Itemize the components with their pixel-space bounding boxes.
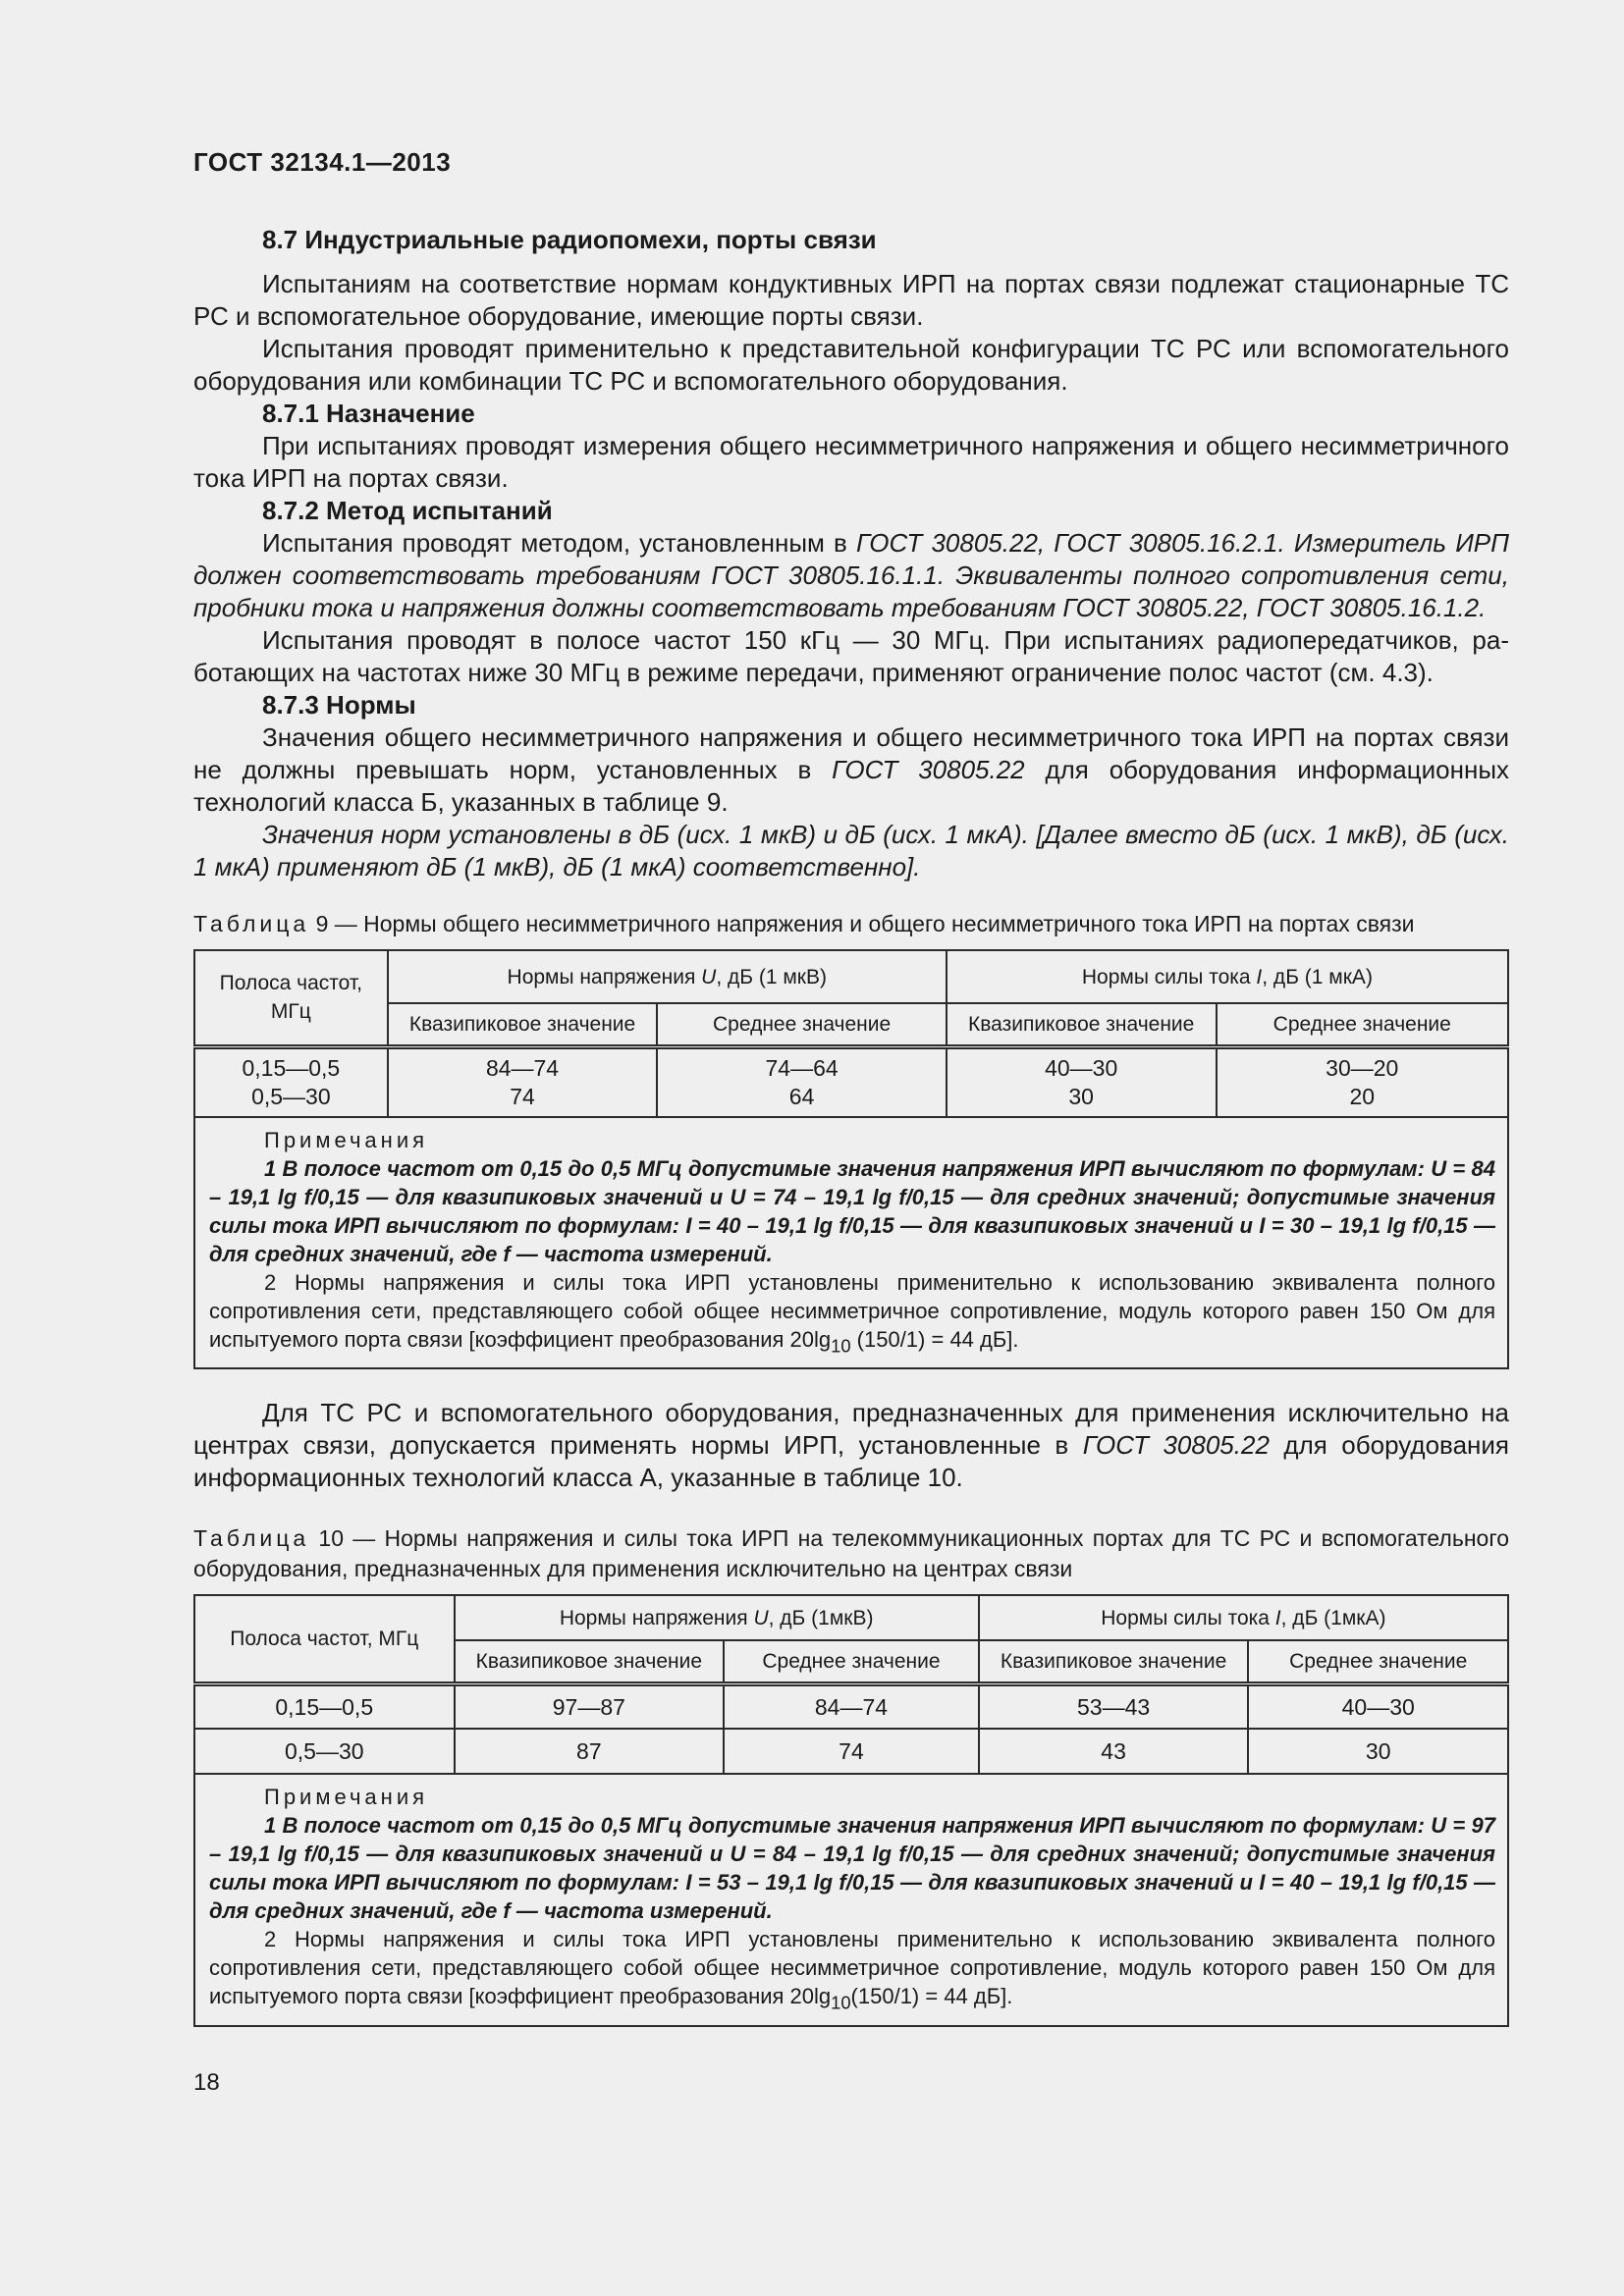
note-2 (209, 1268, 1495, 1360)
section-heading: 8.7 Индустриальные радиопомехи, порты связи (262, 225, 877, 254)
caption-text: 10 — Нормы напряжения и силы тока ИРП на телекоммуникационных портах для ТС РС и вспомогательного оборудования, предназначенных для применения исключительно на центрах связи (193, 1525, 1509, 1582)
note-text: 2 Нормы напряжения и силы тока ИРП установлены применительно к использованию эквивалента полного сопротивления сети, представляющего собой общее несимметричное сопротивление, модуль которого равен 150 Ом для испытуемого порта связи [коэффициент преобразования 20lg (209, 1270, 1495, 1352)
subscript: 10 (831, 1335, 851, 1357)
header-text: , дБ (1 мкВ) (716, 965, 827, 988)
paragraph-italic: Значения норм установлены в дБ (исх. 1 мкВ) и дБ (исх. 1 мкА). [Далее вместо дБ (исх. 1 мкВ), дБ (исх. 1 мкА) применяют дБ (1 мкВ), дБ (1 мкА) соответственно]. (193, 820, 1509, 881)
table-cell-current-average: 30 (1248, 1729, 1508, 1774)
table-cell-band: 0,15—0,5 0,5—30 (194, 1046, 388, 1117)
paragraph: При испытаниях проводят измерения общего несимметричного напряжения и общего несимметричного тока ИРП на портах связи. (193, 431, 1509, 493)
standard-reference: ГОСТ 30805.22 (832, 755, 1025, 784)
table10-notes (194, 1774, 1508, 2025)
caption-word: Таблица (193, 911, 310, 936)
subheader-current-quasipeak: Квазипиковое значение (979, 1640, 1249, 1683)
note-1: 1 В полосе частот от 0,15 до 0,5 МГц допустимые значения напряжения ИРП вычисляют по формулам: U = 84 – 19,1 lg f/0,15 — для квазипиковых значений и U = 74 – 19,1 lg f/0,15 — для средних значений; допустимые значения силы тока ИРП вычисляют по формулам: I = 40 – 19,1 lg f/0,15 — для квазипиковых значений и I = 30 – 19,1 lg f/0,15 — для средних значений, где f — частота измерений. (209, 1156, 1495, 1266)
header-text: Нормы силы тока (1081, 965, 1257, 988)
table-cell-current-quasipeak: 40—30 30 (947, 1046, 1217, 1117)
subheader-current-average: Среднее значение (1217, 1003, 1509, 1046)
notes-title: Примечания (264, 1785, 429, 1810)
header-text: , дБ (1 мкА) (1262, 965, 1373, 988)
note-text: (150/1) = 44 дБ]. (850, 1327, 1019, 1352)
header-text: , дБ (1мкА) (1280, 1606, 1386, 1629)
paragraph: Испытаниям на соответствие нормам кондуктивных ИРП на портах связи подлежат стационарные ТС РС и вспомогательное оборудование, имеющие порты связи. (193, 269, 1509, 331)
symbol-i: I (1274, 1606, 1281, 1629)
text-run: для оборудования информационных технологий класса Б, указанных в таблице 9. (193, 755, 1510, 817)
table-cell-current-quasipeak: 53—43 (979, 1683, 1249, 1729)
text-run: Значения общего несимметричного напряжения и общего несимметричного тока ИРП на портах связи не должны превышать норм, установленных в (193, 722, 1509, 784)
table-cell-voltage-quasipeak: 87 (455, 1729, 725, 1774)
header-text: Нормы силы тока (1101, 1606, 1275, 1629)
note-1: 1 В полосе частот от 0,15 до 0,5 МГц допустимые значения напряжения ИРП вычисляют по формулам: U = 97 – 19,1 lg f/0,15 — для квазипиковых значений и U = 84 – 19,1 lg f/0,15 — для средних значений; допустимые значения силы тока ИРП вычисляют по формулам: I = 53 – 19,1 lg f/0,15 — для квазипиковых значений и I = 40 – 19,1 lg f/0,15 — для средних значений, где f — частота измерений. (209, 1813, 1495, 1924)
table-cell-voltage-average: 84—74 (724, 1683, 979, 1729)
document-code-header: ГОСТ 32134.1—2013 (193, 147, 452, 177)
subscript: 10 (831, 1992, 851, 2013)
table10-caption (193, 1523, 1509, 1584)
table-cell-current-quasipeak: 43 (979, 1729, 1249, 1774)
note-2 (209, 1925, 1495, 2016)
header-text: , дБ (1мкВ) (768, 1606, 874, 1629)
subheader-current-quasipeak: Квазипиковое значение (947, 1003, 1217, 1046)
table-cell-band: 0,5—30 (194, 1729, 455, 1774)
paragraph: Испытания проводят в полосе частот 150 кГц — 30 МГц. При испытаниях радиопередатчиков, работающих на частотах ниже 30 МГц в режиме передачи, применяют ограничение полос частот (см. 4.3). (193, 625, 1509, 687)
symbol-u: U (753, 1606, 769, 1629)
column-header-voltage (455, 1595, 979, 1640)
symbol-i: I (1256, 965, 1263, 988)
page-number: 18 (193, 2069, 220, 2096)
column-header-band: Полоса частот, МГц (194, 1595, 455, 1683)
table9-caption (193, 909, 1509, 939)
header-text: Нормы напряжения (559, 1606, 754, 1629)
table-cell-voltage-average: 74—64 64 (657, 1046, 946, 1117)
subsection-heading: 8.7.3 Нормы (262, 690, 416, 720)
column-header-band: Полоса частот, МГц (194, 950, 388, 1046)
table-cell-current-average: 40—30 (1248, 1683, 1508, 1729)
subheader-voltage-average: Среднее значение (657, 1003, 946, 1046)
paragraph (193, 721, 1509, 819)
table-cell-current-average: 30—20 20 (1217, 1046, 1509, 1117)
subheader-voltage-quasipeak: Квазипиковое значение (388, 1003, 658, 1046)
paragraph: Испытания проводят применительно к представительной конфигурации ТС РС или вспомогательного оборудования или комбинации ТС РС и вспомогательного оборудования. (193, 334, 1509, 396)
standard-reference: ГОСТ 30805.22, ГОСТ 30805.16.2.1. Измеритель ИРП должен соответствовать требованиям ГОСТ 30805.16.1.1. Эквиваленты полного сопротивления сети, пробники тока и напряжения должны соответствовать требованиям ГОСТ 30805.22, ГОСТ 30805.16.1.2. (193, 528, 1509, 622)
subheader-current-average: Среднее значение (1248, 1640, 1508, 1683)
notes-title: Примечания (264, 1128, 429, 1152)
table9-notes (194, 1117, 1508, 1368)
caption-word: Таблица (193, 1525, 310, 1552)
symbol-u: U (701, 965, 717, 988)
column-header-current (979, 1595, 1508, 1640)
subheader-voltage-quasipeak: Квазипиковое значение (455, 1640, 725, 1683)
table-cell-voltage-average: 74 (724, 1729, 979, 1774)
table-cell-voltage-quasipeak: 84—74 74 (388, 1046, 658, 1117)
note-text: 2 Нормы напряжения и силы тока ИРП установлены применительно к использованию эквивалента полного сопротивления сети, представляющего собой общее несимметричное сопротивление, модуль которого равен 150 Ом для испытуемого порта связи [коэффициент преобразования 20lg (209, 1927, 1495, 2009)
text-run: для оборудования информационных технологий класса А, указанные в таблице 10. (193, 1430, 1509, 1493)
note-text: (150/1) = 44 дБ]. (850, 1984, 1013, 2009)
subsection-heading: 8.7.1 Назначение (262, 399, 475, 428)
table-cell-voltage-quasipeak: 97—87 (455, 1683, 725, 1729)
paragraph (193, 527, 1509, 624)
column-header-voltage (388, 950, 947, 1003)
subsection-heading: 8.7.2 Метод испытаний (262, 496, 553, 525)
page-content (193, 224, 1509, 2027)
header-text: Нормы напряжения (507, 965, 702, 988)
table10 (193, 1594, 1509, 2026)
text-run: Испытания проводят методом, установленным в (262, 528, 857, 558)
text-run: Для ТС РС и вспомогательного оборудования, предназначенных для применения исключительно на центрах связи, допускается применять нормы ИРП, установленные в (193, 1398, 1509, 1461)
caption-text: 9 — Нормы общего несимметричного напряжения и общего несимметричного тока ИРП на портах связи (309, 911, 1415, 936)
column-header-current (947, 950, 1508, 1003)
subheader-voltage-average: Среднее значение (724, 1640, 979, 1683)
table9 (193, 949, 1509, 1369)
table-cell-band: 0,15—0,5 (194, 1683, 455, 1729)
standard-reference: ГОСТ 30805.22 (1082, 1430, 1270, 1461)
paragraph (193, 1397, 1509, 1494)
